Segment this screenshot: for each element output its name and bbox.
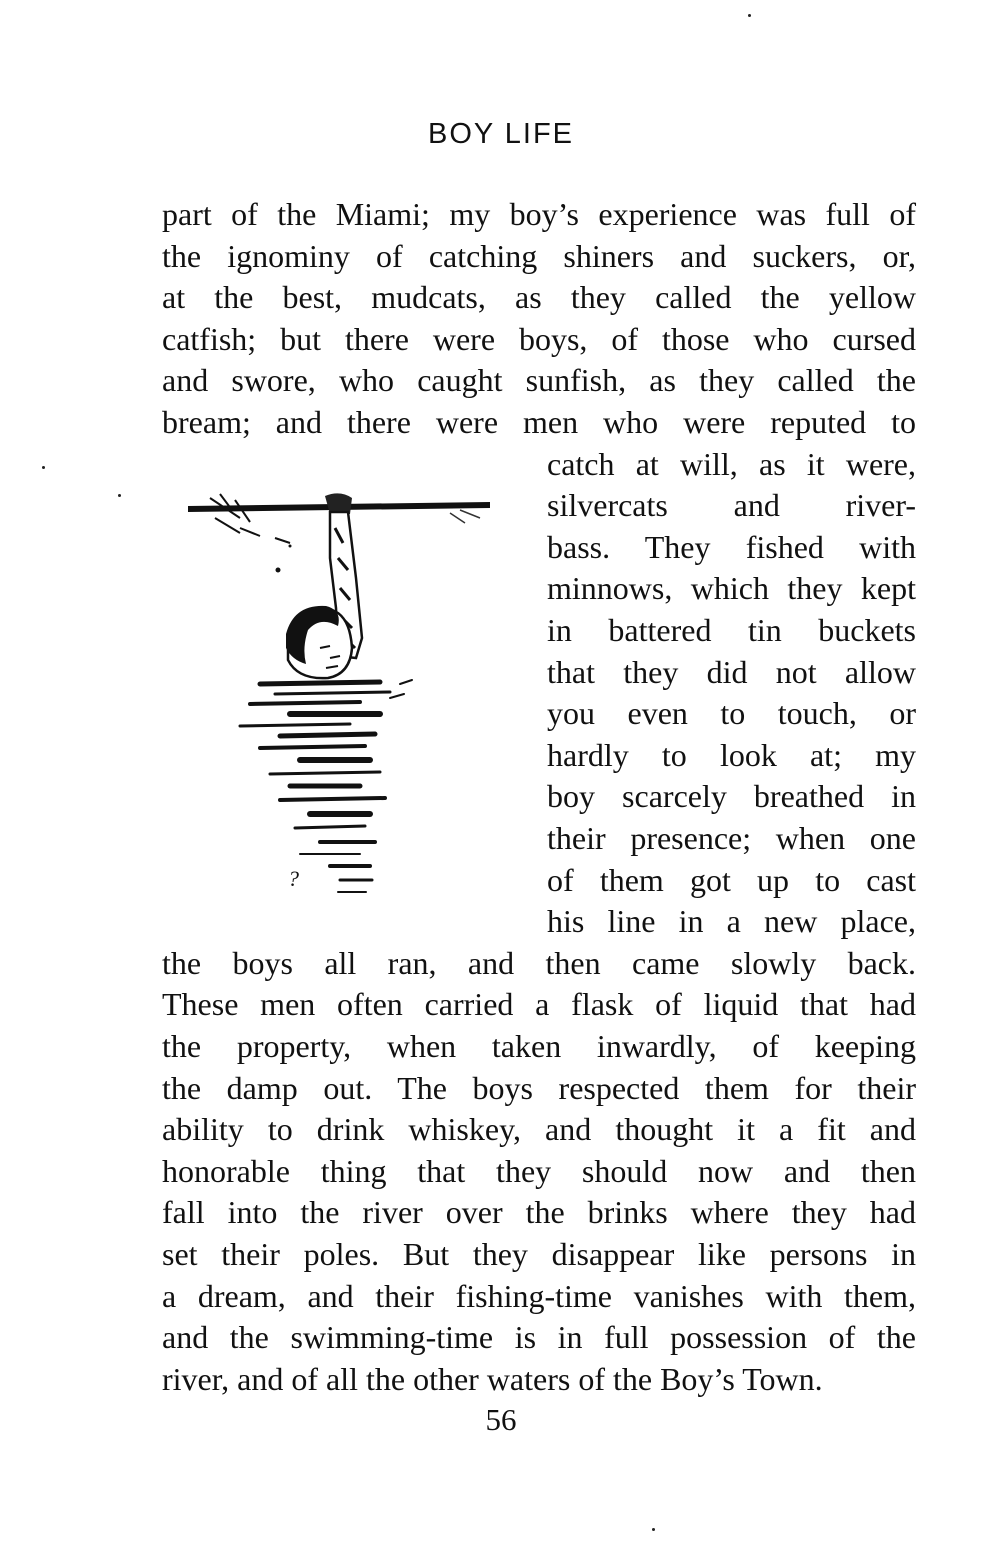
text-line: his line in a new place, — [547, 903, 916, 939]
text-line: set their poles. But they disappear like persons in — [162, 1236, 916, 1272]
text-line: minnows, which they kept — [547, 570, 916, 606]
text-line: a dream, and their fishing-time vanishes with them, — [162, 1278, 916, 1314]
text-line: river, and of all the other waters of the Boy’s Town. — [162, 1361, 823, 1397]
text-line: of them got up to cast — [547, 862, 916, 898]
text-line: the ignominy of catching shiners and suckers, or, — [162, 238, 916, 274]
text-line: the property, when taken inwardly, of keeping — [162, 1028, 916, 1064]
text-line: at the best, mudcats, as they called the yellow — [162, 279, 916, 315]
print-speck — [118, 494, 121, 497]
illustration-mark: ? — [288, 866, 299, 891]
running-head: BOY LIFE — [427, 118, 575, 150]
print-speck — [748, 14, 751, 17]
text-line: you even to touch, or — [547, 695, 916, 731]
text-line: part of the Miami; my boy’s experience was full of — [162, 196, 916, 232]
page-number: 56 — [485, 1402, 517, 1437]
text-line: fall into the river over the brinks where they had — [162, 1194, 916, 1230]
text-line: and swore, who caught sunfish, as they called the — [162, 362, 916, 398]
text-line: and the swimming-time is in full possession of the — [162, 1319, 916, 1355]
text-line: the damp out. The boys respected them for their — [162, 1070, 916, 1106]
text-line: hardly to look at; my — [547, 737, 916, 773]
text-line: boy scarcely breathed in — [547, 778, 916, 814]
text-line: ability to drink whiskey, and thought it a fit and — [162, 1111, 916, 1147]
print-speck — [652, 1528, 655, 1531]
text-line: honorable thing that they should now and then — [162, 1153, 916, 1189]
text-line: the boys all ran, and then came slowly back. — [162, 945, 916, 981]
text-line: These men often carried a flask of liquid that had — [162, 986, 916, 1022]
swimming-boy-illustration — [180, 488, 510, 908]
text-line: bass. They fished with — [547, 529, 916, 565]
text-line: bream; and there were men who were reputed to — [162, 404, 916, 440]
text-line: silvercats and river- — [547, 487, 916, 523]
text-line: their presence; when one — [547, 820, 916, 856]
text-line: that they did not allow — [547, 654, 916, 690]
text-line: in battered tin buckets — [547, 612, 916, 648]
text-line: catfish; but there were boys, of those who cursed — [162, 321, 916, 357]
text-line: catch at will, as it were, — [547, 446, 916, 482]
print-speck — [42, 466, 45, 469]
